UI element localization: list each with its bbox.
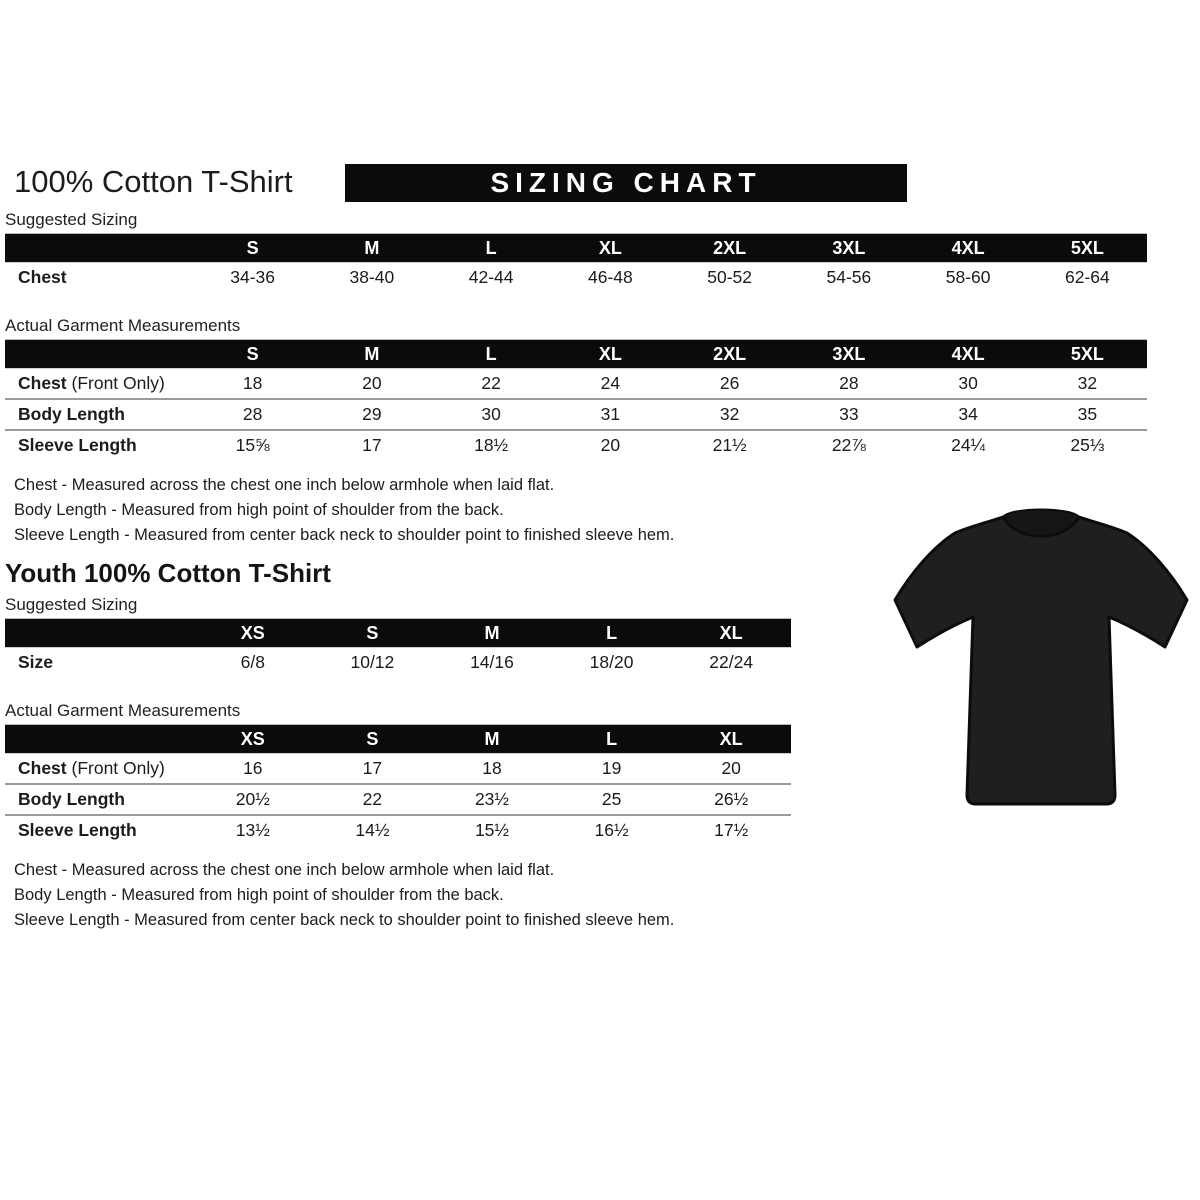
value-cell: 26½: [714, 789, 749, 809]
table-row: [5, 783, 791, 814]
tshirt-image: [885, 495, 1197, 810]
youth-actual-measurements-table: [5, 724, 791, 845]
size-header-cell: XL: [719, 728, 743, 749]
size-header-cell: XS: [240, 622, 265, 643]
suggested-sizing-label: Suggested Sizing: [5, 595, 138, 614]
size-header-cell: L: [485, 237, 497, 258]
size-header-cell: XL: [719, 622, 743, 643]
size-header-cell: XL: [598, 237, 622, 258]
value-cell: 22/24: [709, 652, 754, 672]
value-cell: 10/12: [350, 652, 395, 672]
row-label-text: Body Length: [18, 789, 125, 809]
size-header-cell: L: [606, 728, 618, 749]
actual-measurements-label: Actual Garment Measurements: [5, 701, 241, 720]
size-header-cell: XL: [598, 343, 622, 364]
row-label: [5, 820, 193, 841]
size-header-cell: M: [484, 728, 500, 749]
value-cell: 17: [362, 758, 383, 778]
value-cell: 18: [482, 758, 502, 778]
row-label: [5, 758, 193, 779]
value-cell: 25: [601, 789, 622, 809]
value-cell: 20: [362, 373, 382, 393]
adult-suggested-sizing-table: [5, 233, 1147, 292]
row-label-suffix: (Front Only): [66, 373, 165, 393]
value-cell: 58-60: [945, 267, 991, 287]
value-cell: 31: [600, 404, 621, 424]
value-cell: 32: [719, 404, 740, 424]
size-header-cell: L: [485, 343, 497, 364]
value-cell: 30: [958, 373, 978, 393]
value-cell: 17: [362, 435, 382, 455]
value-cell: 16: [243, 758, 263, 778]
value-cell: 18½: [474, 435, 509, 455]
table-row: [5, 369, 1147, 398]
value-cell: 15½: [474, 820, 510, 840]
value-cell: 18: [242, 373, 263, 393]
value-cell: 19: [601, 758, 622, 778]
sizing-chart-banner: SIZING CHART: [345, 164, 907, 202]
value-cell: 62-64: [1064, 267, 1110, 287]
size-header-cell: 3XL: [832, 237, 866, 258]
value-cell: 22⅞: [831, 435, 866, 455]
table-row: [5, 648, 791, 677]
note-line: Body Length - Measured from high point of shoulder from the back.: [14, 886, 504, 904]
value-cell: 20½: [235, 789, 270, 809]
value-cell: 17½: [714, 820, 749, 840]
value-cell: 28: [839, 373, 859, 393]
table-header-row: [5, 234, 1147, 263]
row-label-text: Sleeve Length: [18, 435, 137, 455]
table-header-row: [5, 340, 1147, 369]
row-label: Chest: [18, 267, 67, 287]
table-row: [5, 398, 1147, 429]
value-cell: 18/20: [589, 652, 634, 672]
value-cell: 22: [362, 789, 383, 809]
value-cell: 6/8: [240, 652, 265, 672]
actual-measurements-label: Actual Garment Measurements: [5, 316, 241, 335]
value-cell: 38-40: [349, 267, 395, 287]
value-cell: 24¼: [951, 435, 986, 455]
value-cell: 14½: [355, 820, 390, 840]
value-cell: 34-36: [230, 267, 275, 287]
note-line: Sleeve Length - Measured from center back neck to shoulder point to finished sleeve hem.: [14, 911, 675, 929]
value-cell: 46-48: [587, 267, 633, 287]
value-cell: 42-44: [468, 267, 514, 287]
size-header-cell: S: [246, 237, 259, 258]
header-row: [5, 164, 1195, 204]
size-header-cell: 4XL: [951, 343, 985, 364]
value-cell: 16½: [594, 820, 629, 840]
size-header-cell: M: [484, 622, 500, 643]
size-header-cell: S: [366, 728, 379, 749]
size-header-cell: 5XL: [1070, 343, 1104, 364]
row-label-suffix: (Front Only): [66, 758, 165, 778]
size-header-cell: L: [606, 622, 618, 643]
value-cell: 33: [839, 404, 859, 424]
row-label: [5, 435, 193, 456]
value-cell: 28: [242, 404, 263, 424]
size-header-cell: S: [366, 622, 379, 643]
value-cell: 50-52: [707, 267, 752, 287]
value-cell: 24: [600, 373, 621, 393]
note-line: Sleeve Length - Measured from center back neck to shoulder point to finished sleeve hem.: [14, 526, 675, 544]
table-row: [5, 429, 1147, 460]
size-header-cell: 5XL: [1070, 237, 1104, 258]
value-cell: 20: [721, 758, 741, 778]
value-cell: 14/16: [470, 652, 514, 672]
table-header-row: [5, 619, 791, 648]
table-row: [5, 814, 791, 845]
value-cell: 23½: [474, 789, 510, 809]
size-header-cell: M: [364, 343, 380, 364]
value-cell: 29: [362, 404, 382, 424]
size-header-cell: XS: [240, 728, 265, 749]
size-header-cell: 2XL: [713, 237, 747, 258]
row-label: Size: [18, 652, 54, 672]
value-cell: 21½: [712, 435, 747, 455]
size-header-cell: 4XL: [951, 237, 985, 258]
size-header-cell: 3XL: [832, 343, 866, 364]
note-line: Body Length - Measured from high point of shoulder from the back.: [14, 501, 504, 519]
value-cell: 26: [719, 373, 740, 393]
measurement-notes: [14, 858, 1195, 933]
youth-section-title: Youth 100% Cotton T-Shirt: [5, 558, 331, 588]
value-cell: 35: [1077, 404, 1098, 424]
table-row: [5, 754, 791, 783]
size-header-cell: S: [246, 343, 259, 364]
row-label: [5, 789, 193, 810]
value-cell: 32: [1077, 373, 1098, 393]
value-cell: 22: [481, 373, 501, 393]
value-cell: 34: [958, 404, 978, 424]
note-line: Chest - Measured across the chest one inch below armhole when laid flat.: [14, 861, 555, 879]
size-header-cell: 2XL: [713, 343, 747, 364]
row-label-text: Body Length: [18, 404, 125, 424]
value-cell: 15⅝: [235, 435, 270, 455]
page-title: 100% Cotton T-Shirt: [14, 164, 293, 199]
row-label: [5, 373, 193, 394]
row-label-text: Chest: [18, 758, 67, 778]
table-row: [5, 263, 1147, 292]
tshirt-graphic: [885, 495, 1197, 810]
value-cell: 13½: [235, 820, 270, 840]
row-label-text: Chest: [18, 373, 67, 393]
value-cell: 54-56: [826, 267, 872, 287]
value-cell: 20: [600, 435, 621, 455]
value-cell: 25⅓: [1070, 435, 1105, 455]
row-label: [5, 404, 193, 425]
note-line: Chest - Measured across the chest one inch below armhole when laid flat.: [14, 476, 555, 494]
row-label-text: Sleeve Length: [18, 820, 137, 840]
value-cell: 30: [481, 404, 501, 424]
adult-actual-measurements-table: [5, 339, 1147, 460]
table-header-row: [5, 725, 791, 754]
suggested-sizing-label: Suggested Sizing: [5, 210, 138, 229]
youth-suggested-sizing-table: [5, 618, 791, 677]
size-header-cell: M: [364, 237, 380, 258]
